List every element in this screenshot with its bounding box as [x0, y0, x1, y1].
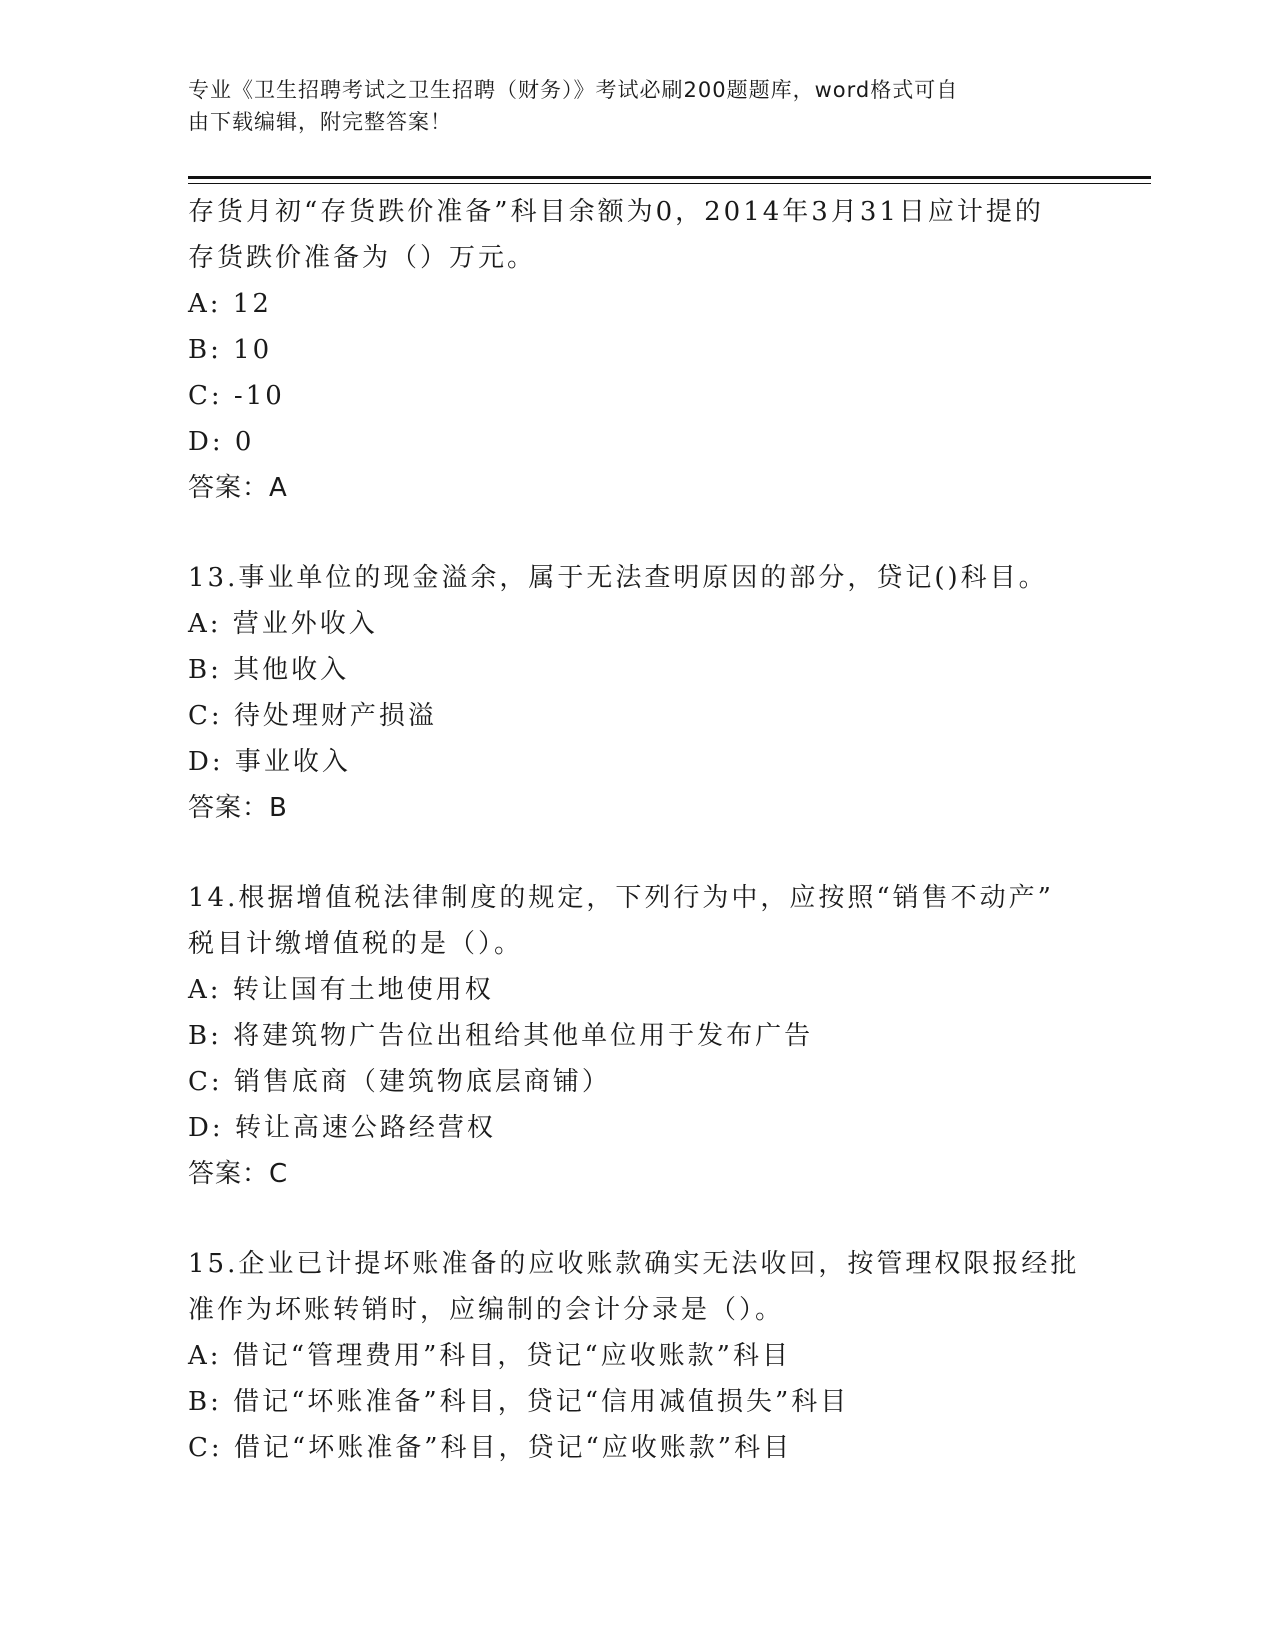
- option-d: D: 转让高速公路经营权: [188, 1113, 496, 1143]
- question-text-line: 13.事业单位的现金溢余，属于无法查明原因的部分，贷记()科目。: [188, 563, 1048, 593]
- question-13: [188, 555, 1088, 831]
- answer-label: 答案：A: [188, 473, 288, 503]
- spacer: [188, 511, 1088, 555]
- option-c: C: 借记“坏账准备”科目，贷记“应收账款”科目: [188, 1433, 793, 1463]
- document-header: [188, 74, 1088, 138]
- answer-label: 答案：B: [188, 793, 288, 823]
- option-c: C: 销售底商（建筑物底层商铺）: [188, 1067, 611, 1097]
- option-b: B: 其他收入: [188, 655, 350, 685]
- option-d: D: 0: [188, 427, 255, 457]
- question-text-line: 准作为坏账转销时，应编制的会计分录是（）。: [188, 1295, 785, 1325]
- header-line-1: 专业《卫生招聘考试之卫生招聘（财务）》考试必刷200题题库，word格式可自: [188, 78, 959, 102]
- spacer: [188, 831, 1088, 875]
- option-a: A: 转让国有土地使用权: [188, 975, 494, 1005]
- option-a: A: 营业外收入: [188, 609, 378, 639]
- header-line-2: 由下载编辑，附完整答案！: [188, 110, 452, 134]
- question-text-line: 税目计缴增值税的是（）。: [188, 929, 524, 959]
- question-14: [188, 875, 1088, 1197]
- option-c: C: 待处理财产损溢: [188, 701, 437, 731]
- spacer: [188, 1197, 1088, 1241]
- header-divider-thin: [188, 183, 1151, 184]
- question-text-line: 14.根据增值税法律制度的规定，下列行为中，应按照“销售不动产”: [188, 883, 1054, 913]
- option-a: A: 借记“管理费用”科目，贷记“应收账款”科目: [188, 1341, 791, 1371]
- option-a: A: 12: [188, 289, 272, 319]
- header-divider-thick: [188, 176, 1151, 179]
- question-text-line: 存货跌价准备为（）万元。: [188, 243, 537, 273]
- answer-label: 答案：C: [188, 1159, 289, 1189]
- option-b: B: 借记“坏账准备”科目，贷记“信用减值损失”科目: [188, 1387, 850, 1417]
- option-b: B: 10: [188, 335, 273, 365]
- option-d: D: 事业收入: [188, 747, 351, 777]
- question-text-line: 存货月初“存货跌价准备”科目余额为0，2014年3月31日应计提的: [188, 197, 1044, 227]
- question-text-line: 15.企业已计提坏账准备的应收账款确实无法收回，按管理权限报经批: [188, 1249, 1080, 1279]
- question-list: [188, 189, 1088, 1471]
- question-15: [188, 1241, 1088, 1471]
- option-b: B: 将建筑物广告位出租给其他单位用于发布广告: [188, 1021, 814, 1051]
- question-12: [188, 189, 1088, 511]
- option-c: C: -10: [188, 381, 285, 411]
